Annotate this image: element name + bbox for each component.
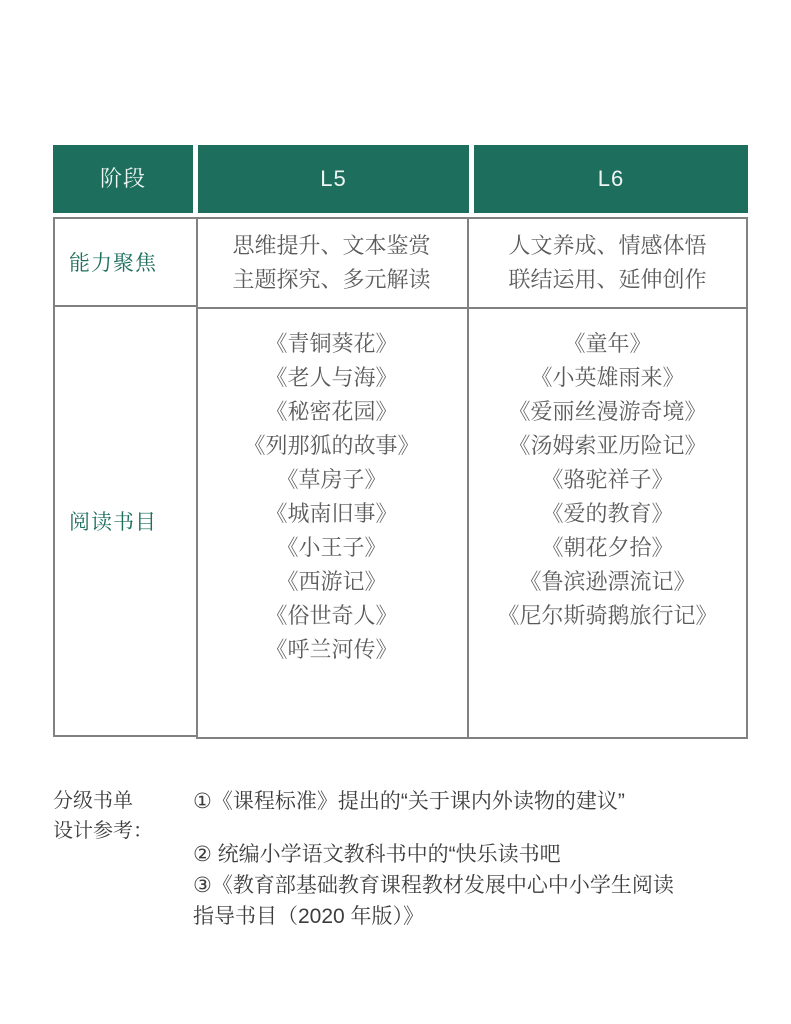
book-item: 《列那狐的故事》 <box>243 433 420 458</box>
table-row-reading-list <box>196 309 746 737</box>
table-body <box>53 217 748 739</box>
header-label-stage: 阶段 <box>99 166 146 191</box>
footnote-item-3-line-1: ③《教育部基础教育课程教材发展中心中小学生阅读 <box>193 874 674 897</box>
book-item: 《朝花夕拾》 <box>541 535 674 560</box>
header-cell-l5 <box>198 145 469 213</box>
book-item: 《小英雄雨来》 <box>530 365 685 390</box>
cell-ability-focus-l5 <box>196 219 469 307</box>
book-item: 《鲁滨逊漂流记》 <box>519 569 696 594</box>
content-columns <box>196 217 748 739</box>
header-cell-l6 <box>474 145 748 213</box>
header-label-l5: L5 <box>320 166 347 191</box>
book-item: 《青铜葵花》 <box>265 331 398 356</box>
header-cell-stage <box>53 145 193 213</box>
footnote-label-line-2: 设计参考： <box>53 820 153 842</box>
book-item: 《爱的教育》 <box>541 501 674 526</box>
cell-ability-focus-l6 <box>469 219 746 307</box>
book-item: 《小王子》 <box>276 535 387 560</box>
footnote-label-line-1: 分级书单 <box>53 790 133 812</box>
footnote-spacer <box>193 817 753 839</box>
footnote-item-1: ①《课程标准》提出的“关于课内外读物的建议” <box>193 790 625 813</box>
footnote-label <box>53 786 193 932</box>
book-item: 《城南旧事》 <box>265 501 398 526</box>
book-item: 《汤姆索亚历险记》 <box>508 433 707 458</box>
footnote-item-3-line-2: 指导书目（2020 年版）》 <box>193 905 425 928</box>
row-label-reading-list-text: 阅读书目 <box>69 511 157 534</box>
row-label-ability-focus-text: 能力聚焦 <box>69 252 157 275</box>
footnote-body <box>193 786 753 932</box>
book-item: 《呼兰河传》 <box>265 637 398 662</box>
book-item: 《秘密花园》 <box>265 399 398 424</box>
book-item: 《俗世奇人》 <box>265 603 398 628</box>
reading-level-table <box>53 145 748 739</box>
footnote-section <box>53 786 753 932</box>
ability-focus-l6-line-2: 联结运用、延伸创作 <box>508 267 707 292</box>
book-item: 《爱丽丝漫游奇境》 <box>508 399 707 424</box>
book-item: 《尼尔斯骑鹅旅行记》 <box>497 603 718 628</box>
header-label-l6: L6 <box>597 166 625 191</box>
book-item: 《骆驼祥子》 <box>541 467 674 492</box>
table-row-ability-focus <box>196 219 746 309</box>
footnote-item-2: ② 统编小学语文教科书中的“快乐读书吧 <box>193 843 561 866</box>
row-label-ability-focus <box>55 219 196 307</box>
ability-focus-l5-line-1: 思维提升、文本鉴赏 <box>232 233 431 258</box>
cell-reading-list-l5 <box>196 309 469 737</box>
book-item: 《童年》 <box>563 331 652 356</box>
book-item: 《老人与海》 <box>265 365 398 390</box>
row-label-reading-list <box>55 307 196 735</box>
book-item: 《草房子》 <box>276 467 387 492</box>
book-item: 《西游记》 <box>276 569 387 594</box>
stage-label-column <box>53 217 198 737</box>
table-header-row <box>53 145 748 213</box>
ability-focus-l6-line-1: 人文养成、情感体悟 <box>508 233 707 258</box>
ability-focus-l5-line-2: 主题探究、多元解读 <box>232 267 431 292</box>
cell-reading-list-l6 <box>469 309 746 737</box>
